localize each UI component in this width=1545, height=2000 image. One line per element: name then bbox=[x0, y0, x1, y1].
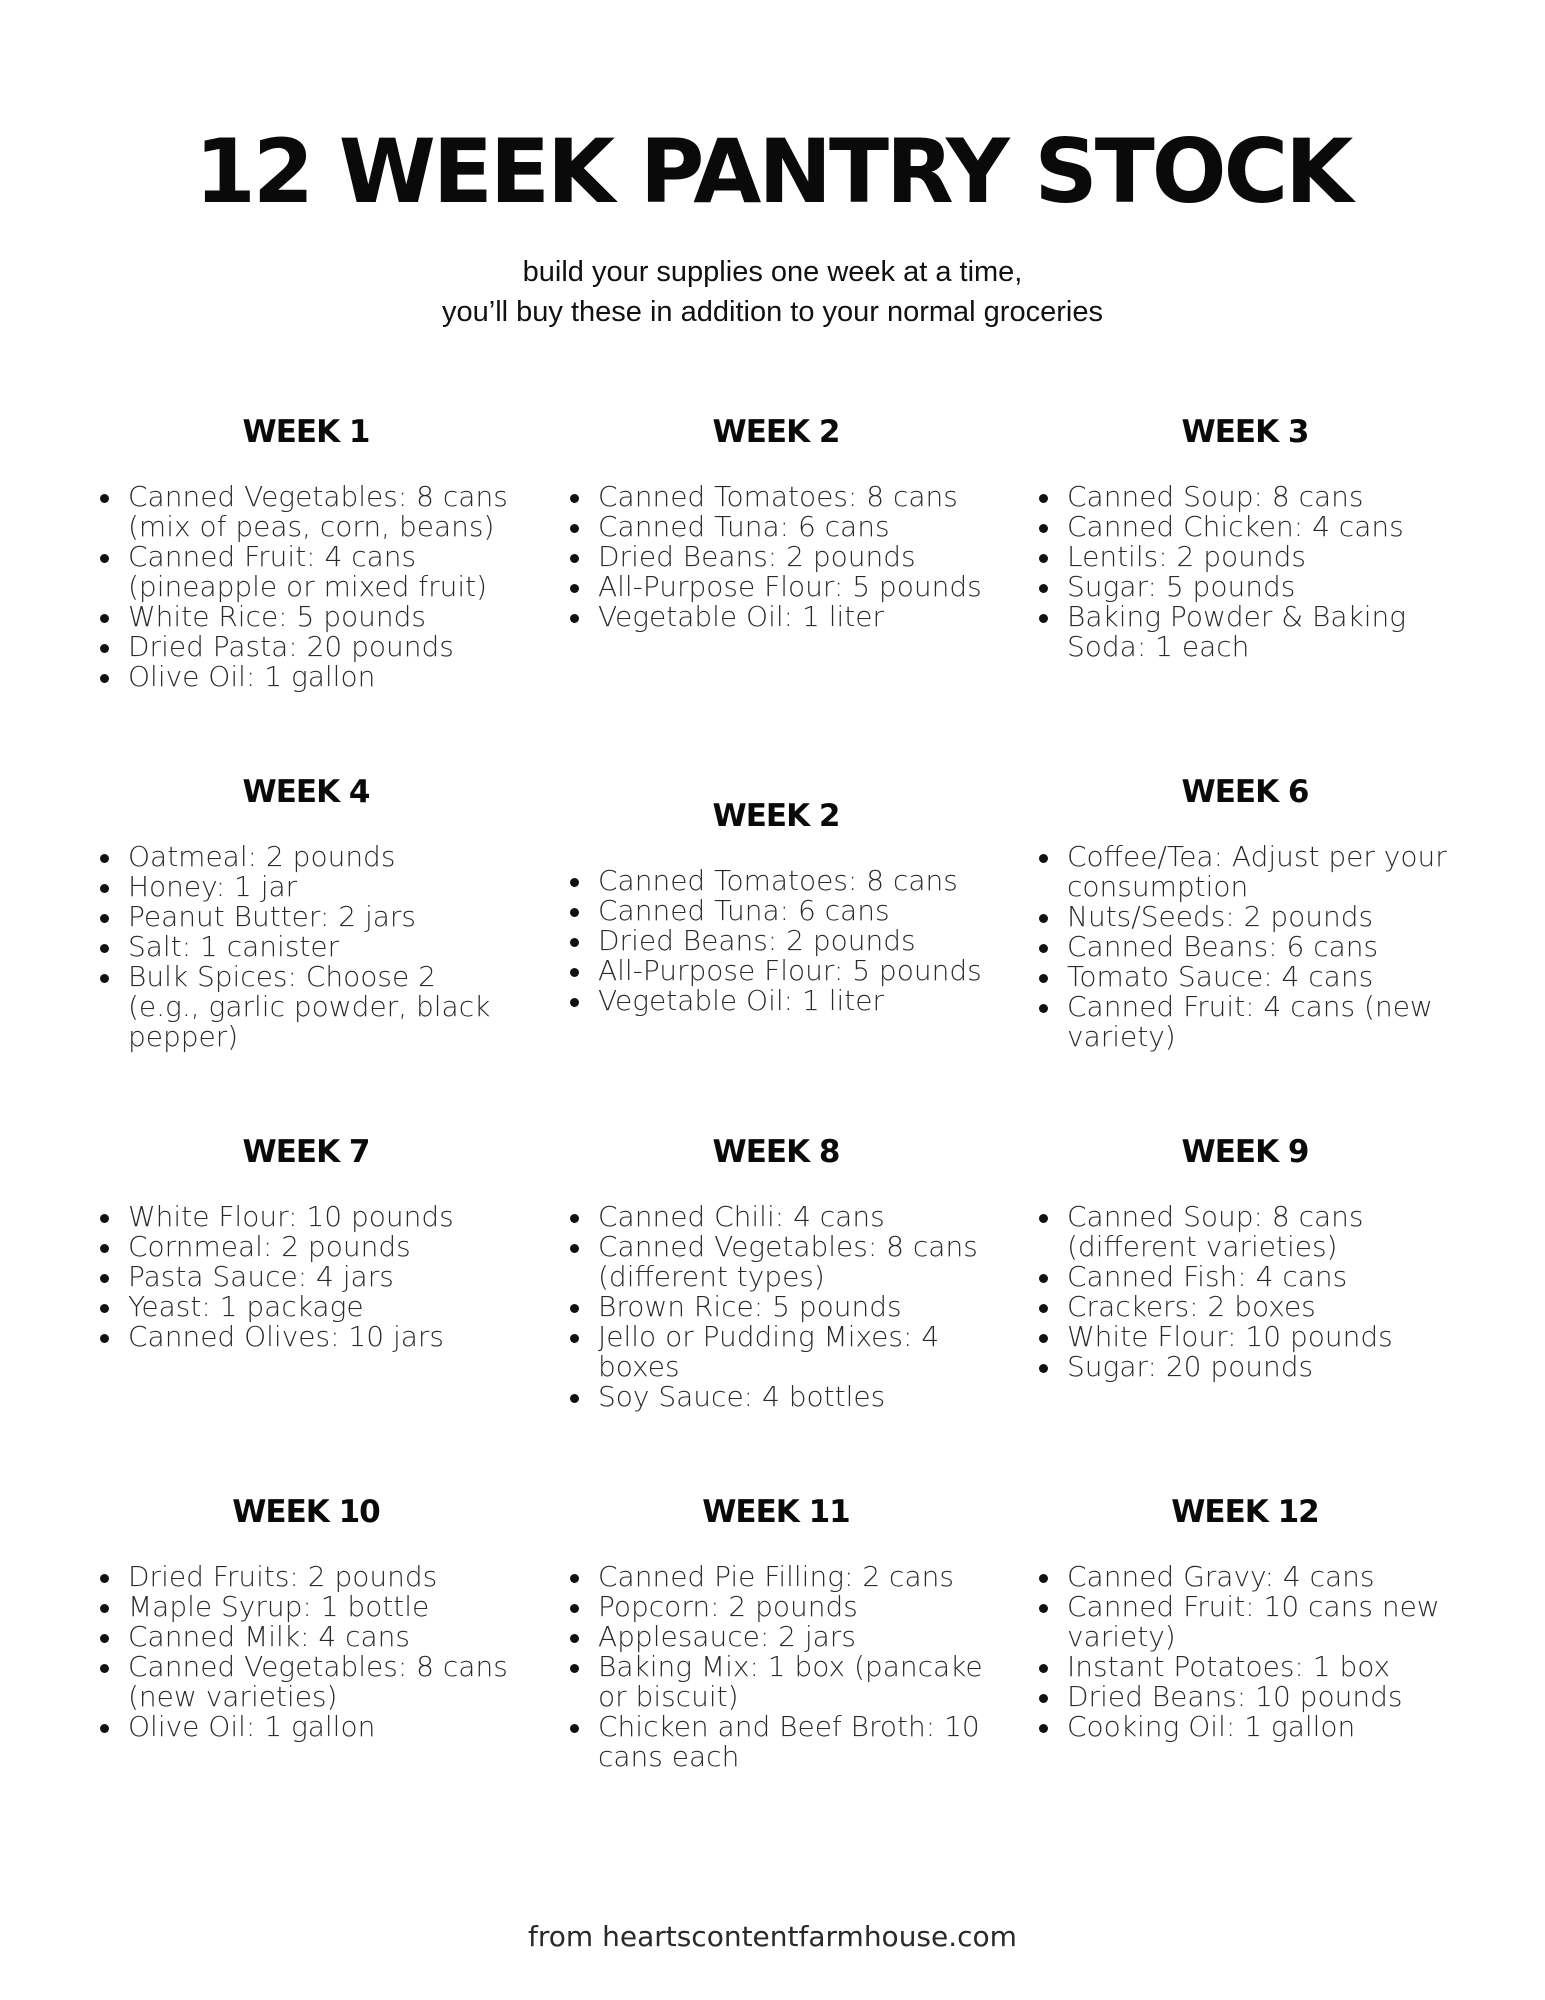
week-9-section bbox=[1035, 1132, 1455, 1382]
week-heading: WEEK 11 bbox=[702, 1494, 850, 1530]
week-3-section bbox=[1035, 412, 1455, 662]
list-item: Canned Chili: 4 cans bbox=[566, 1202, 986, 1232]
list-item: Canned Chicken: 4 cans bbox=[1035, 512, 1455, 542]
item-list bbox=[1035, 482, 1455, 662]
week-heading: WEEK 3 bbox=[1181, 414, 1309, 450]
week-heading: WEEK 7 bbox=[242, 1134, 370, 1170]
list-item: All-Purpose Flour: 5 pounds bbox=[566, 956, 986, 986]
item-list bbox=[566, 866, 986, 1016]
subtitle-line-2: you’ll buy these in addition to your normal groceries bbox=[442, 296, 1103, 328]
list-item: Canned Tomatoes: 8 cans bbox=[566, 866, 986, 896]
item-list bbox=[566, 1202, 986, 1412]
list-item: Cornmeal: 2 pounds bbox=[96, 1232, 516, 1262]
week-2-section bbox=[566, 412, 986, 632]
week-1-section bbox=[96, 412, 516, 692]
list-item: Canned Vegetables: 8 cans (different types) bbox=[566, 1232, 986, 1292]
week-8-section bbox=[566, 1132, 986, 1412]
list-item: Canned Tuna: 6 cans bbox=[566, 896, 986, 926]
list-item: White Rice: 5 pounds bbox=[96, 602, 516, 632]
list-item: White Flour: 10 pounds bbox=[96, 1202, 516, 1232]
list-item: Dried Fruits: 2 pounds bbox=[96, 1562, 516, 1592]
week-heading: WEEK 12 bbox=[1171, 1494, 1319, 1530]
week-11-section bbox=[566, 1492, 986, 1772]
list-item: Sugar: 5 pounds bbox=[1035, 572, 1455, 602]
week-heading: WEEK 10 bbox=[232, 1494, 380, 1530]
item-list bbox=[96, 842, 516, 1052]
list-item: Baking Mix: 1 box (pancake or biscuit) bbox=[566, 1652, 986, 1712]
week-heading: WEEK 1 bbox=[242, 414, 370, 450]
list-item: Canned Tomatoes: 8 cans bbox=[566, 482, 986, 512]
footer-source: from heartscontentfarmhouse.com bbox=[528, 1920, 1017, 1953]
list-item: Yeast: 1 package bbox=[96, 1292, 516, 1322]
list-item: Crackers: 2 boxes bbox=[1035, 1292, 1455, 1322]
item-list bbox=[96, 1562, 516, 1742]
list-item: Canned Pie Filling: 2 cans bbox=[566, 1562, 986, 1592]
list-item: All-Purpose Flour: 5 pounds bbox=[566, 572, 986, 602]
list-item: Canned Fish: 4 cans bbox=[1035, 1262, 1455, 1292]
list-item: Oatmeal: 2 pounds bbox=[96, 842, 516, 872]
list-item: Dried Beans: 10 pounds bbox=[1035, 1682, 1455, 1712]
week-heading: WEEK 4 bbox=[242, 774, 370, 810]
list-item: Nuts/Seeds: 2 pounds bbox=[1035, 902, 1455, 932]
list-item: Canned Soup: 8 cans (different varieties) bbox=[1035, 1202, 1455, 1262]
list-item: Dried Beans: 2 pounds bbox=[566, 926, 986, 956]
week-7-section bbox=[96, 1132, 516, 1352]
item-list bbox=[96, 482, 516, 692]
list-item: Soy Sauce: 4 bottles bbox=[566, 1382, 986, 1412]
item-list bbox=[566, 1562, 986, 1772]
list-item: Jello or Pudding Mixes: 4 boxes bbox=[566, 1322, 986, 1382]
list-item: Canned Vegetables: 8 cans (new varieties) bbox=[96, 1652, 516, 1712]
list-item: Canned Fruit: 10 cans new variety) bbox=[1035, 1592, 1455, 1652]
week-heading: WEEK 2 bbox=[712, 414, 840, 450]
list-item: Canned Gravy: 4 cans bbox=[1035, 1562, 1455, 1592]
subtitle-line-1: build your supplies one week at a time, bbox=[522, 256, 1023, 288]
list-item: Tomato Sauce: 4 cans bbox=[1035, 962, 1455, 992]
list-item: Olive Oil: 1 gallon bbox=[96, 662, 516, 692]
list-item: Bulk Spices: Choose 2 (e.g., garlic powder, black pepper) bbox=[96, 962, 516, 1052]
list-item: Salt: 1 canister bbox=[96, 932, 516, 962]
week-heading: WEEK 6 bbox=[1181, 774, 1309, 810]
list-item: Vegetable Oil: 1 liter bbox=[566, 602, 986, 632]
week-heading: WEEK 2 bbox=[712, 798, 840, 834]
item-list bbox=[1035, 842, 1455, 1052]
item-list bbox=[1035, 1202, 1455, 1382]
list-item: Maple Syrup: 1 bottle bbox=[96, 1592, 516, 1622]
list-item: Canned Vegetables: 8 cans (mix of peas, corn, beans) bbox=[96, 482, 516, 542]
list-item: Dried Pasta: 20 pounds bbox=[96, 632, 516, 662]
week-5-section bbox=[566, 796, 986, 1016]
week-6-section bbox=[1035, 772, 1455, 1052]
list-item: Peanut Butter: 2 jars bbox=[96, 902, 516, 932]
list-item: Vegetable Oil: 1 liter bbox=[566, 986, 986, 1016]
week-heading: WEEK 8 bbox=[712, 1134, 840, 1170]
list-item: Baking Powder & Baking Soda: 1 each bbox=[1035, 602, 1455, 662]
list-item: Brown Rice: 5 pounds bbox=[566, 1292, 986, 1322]
list-item: Cooking Oil: 1 gallon bbox=[1035, 1712, 1455, 1742]
list-item: Sugar: 20 pounds bbox=[1035, 1352, 1455, 1382]
list-item: Honey: 1 jar bbox=[96, 872, 516, 902]
list-item: Instant Potatoes: 1 box bbox=[1035, 1652, 1455, 1682]
list-item: Dried Beans: 2 pounds bbox=[566, 542, 986, 572]
list-item: Canned Tuna: 6 cans bbox=[566, 512, 986, 542]
list-item: Popcorn: 2 pounds bbox=[566, 1592, 986, 1622]
week-10-section bbox=[96, 1492, 516, 1742]
list-item: Canned Beans: 6 cans bbox=[1035, 932, 1455, 962]
list-item: Canned Fruit: 4 cans (new variety) bbox=[1035, 992, 1455, 1052]
list-item: Lentils: 2 pounds bbox=[1035, 542, 1455, 572]
week-12-section bbox=[1035, 1492, 1455, 1742]
item-list bbox=[566, 482, 986, 632]
list-item: Pasta Sauce: 4 jars bbox=[96, 1262, 516, 1292]
week-heading: WEEK 9 bbox=[1181, 1134, 1309, 1170]
list-item: Canned Olives: 10 jars bbox=[96, 1322, 516, 1352]
list-item: Coffee/Tea: Adjust per your consumption bbox=[1035, 842, 1455, 902]
list-item: White Flour: 10 pounds bbox=[1035, 1322, 1455, 1352]
list-item: Chicken and Beef Broth: 10 cans each bbox=[566, 1712, 986, 1772]
list-item: Canned Soup: 8 cans bbox=[1035, 482, 1455, 512]
list-item: Olive Oil: 1 gallon bbox=[96, 1712, 516, 1742]
list-item: Applesauce: 2 jars bbox=[566, 1622, 986, 1652]
item-list bbox=[96, 1202, 516, 1352]
list-item: Canned Fruit: 4 cans (pineapple or mixed fruit) bbox=[96, 542, 516, 602]
subtitle bbox=[0, 252, 1545, 332]
page-title: 12 WEEK PANTRY STOCK bbox=[194, 120, 1351, 223]
item-list bbox=[1035, 1562, 1455, 1742]
list-item: Canned Milk: 4 cans bbox=[96, 1622, 516, 1652]
week-4-section bbox=[96, 772, 516, 1052]
